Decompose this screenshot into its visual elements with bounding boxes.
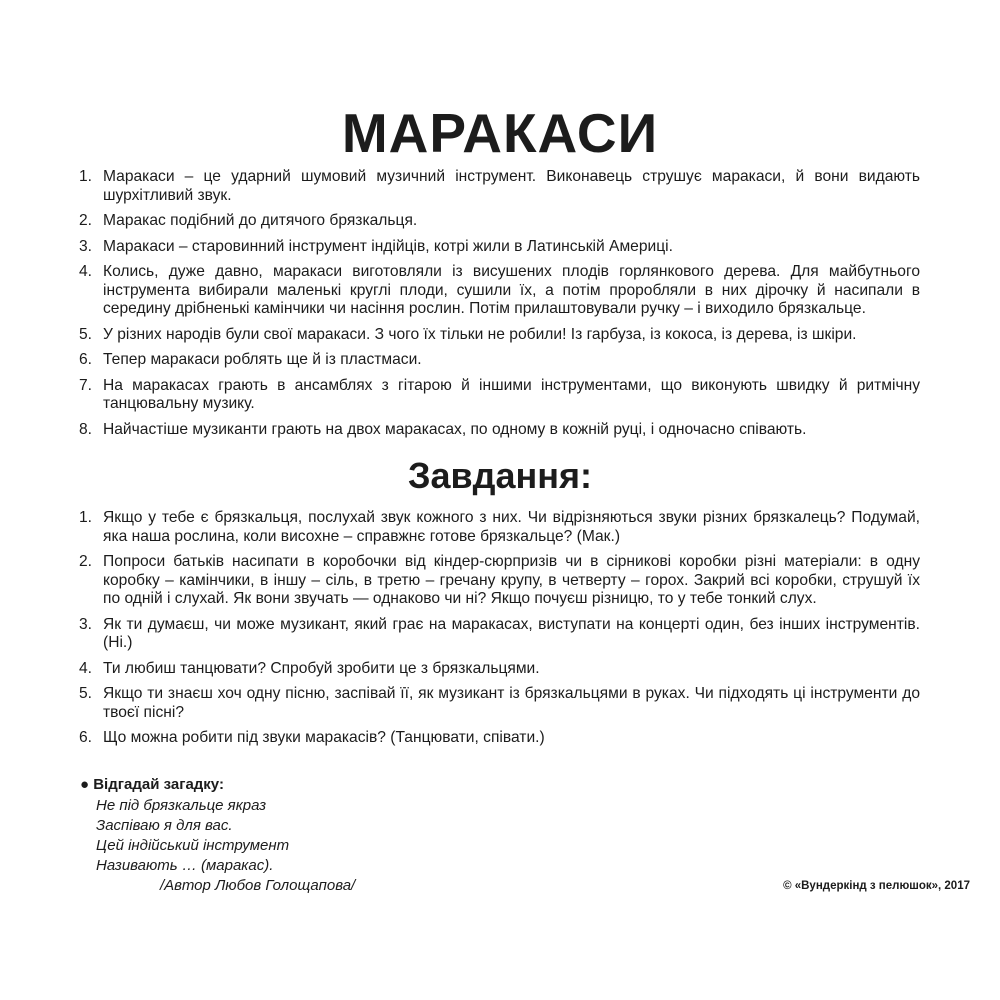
item-text: Маракаси – старовинний інструмент індійців, котрі жили в Латинській Америці. bbox=[103, 237, 673, 255]
item-text: У різних народів були свої маракаси. З чого їх тільки не робили! Із гарбуза, із кокоса, із дерева, із шкіри. bbox=[103, 325, 857, 343]
list-item bbox=[75, 377, 920, 414]
page-title: МАРАКАСИ bbox=[341, 102, 659, 164]
item-text: На маракасах грають в ансамблях з гітарою й іншими інструментами, що виконують швидку й ритмічну танцювальну музику. bbox=[103, 376, 920, 412]
list-item bbox=[75, 263, 920, 319]
item-text: Що можна робити під звуки маракасів? (Танцювати, співати.) bbox=[103, 729, 545, 746]
item-text: Попроси батьків насипати в коробочки від кіндер-сюрпризів чи в сірникові коробки різні матеріали: в одну коробку – камінчики, в іншу – сіль, в третю – гречану крупу, в четверту – горох. Закрий всі коробки, струшуй їх по одній і слухай. Як вони звучать — однаково чи ні? Якщо почуєш різницю, то у тебе тонкий слух. bbox=[103, 553, 920, 607]
item-number: 6. bbox=[79, 351, 93, 368]
item-number: 3. bbox=[79, 615, 93, 633]
riddle-heading: ● Відгадай загадку: bbox=[80, 776, 224, 793]
item-text: Якщо у тебе є брязкальця, послухай звук кожного з них. Чи відрізняються звуки різних брязкалець? Подумай, яка наша рослина, коли висохне – справжнє готове брязкальце? (Мак.) bbox=[103, 509, 920, 545]
item-number: 7. bbox=[79, 376, 93, 394]
item-number: 2. bbox=[79, 553, 93, 570]
item-number: 8. bbox=[79, 420, 93, 438]
list-item bbox=[75, 509, 920, 546]
item-number: 4. bbox=[79, 263, 93, 280]
item-number: 3. bbox=[79, 237, 93, 255]
item-text: Тепер маракаси роблять ще й із пластмаси. bbox=[103, 351, 422, 368]
facts-list bbox=[75, 168, 920, 446]
tasks-title: Завдання: bbox=[407, 455, 593, 496]
item-number: 5. bbox=[79, 685, 93, 702]
riddle-line: Називають … (маракас). bbox=[96, 857, 274, 874]
list-item bbox=[75, 660, 920, 679]
riddle-line: Цей індійський інструмент bbox=[96, 837, 290, 854]
item-text: Маракаси – це ударний шумовий музичний інструмент. Виконавець струшує маракаси, й вони видають шурхітливий звук. bbox=[103, 168, 920, 204]
list-item bbox=[75, 616, 920, 653]
item-number: 2. bbox=[79, 212, 93, 229]
item-text: Маракас подібний до дитячого брязкальця. bbox=[103, 212, 418, 229]
riddle-author: /Автор Любов Голощапова/ bbox=[160, 877, 356, 894]
riddle-block bbox=[80, 775, 355, 896]
list-item bbox=[75, 238, 920, 257]
list-item bbox=[75, 421, 920, 440]
item-number: 4. bbox=[79, 659, 93, 677]
item-text: Ти любиш танцювати? Спробуй зробити це з брязкальцями. bbox=[103, 659, 540, 677]
list-item bbox=[75, 729, 920, 748]
item-text: Якщо ти знаєш хоч одну пісню, заспівай її, як музикант із брязкальцями в руках. Чи підходять ці інструменти до твоєї пісні? bbox=[103, 685, 920, 721]
item-text: Найчастіше музиканти грають на двох маракасах, по одному в кожній руці, і одночасно співають. bbox=[103, 420, 807, 438]
list-item bbox=[75, 685, 920, 722]
list-item bbox=[75, 168, 920, 205]
list-item bbox=[75, 351, 920, 370]
tasks-list bbox=[75, 509, 920, 755]
item-text: Як ти думаєш, чи може музикант, який грає на маракасах, виступати на концерті один, без інших інструментів. (Ні.) bbox=[103, 615, 920, 651]
copyright-notice: © «Вундеркінд з пелюшок», 2017 bbox=[783, 880, 970, 892]
list-item bbox=[75, 212, 920, 231]
item-text: Колись, дуже давно, маракаси виготовляли із висушених плодів горлянкового дерева. Для майбутнього інструмента вибирали маленькі круглі плоди, сушили їх, а потім проробляли в них дірочку й насипали в середину дрібненькі камінчики чи насіння рослин. Потім прилаштовували ручку – і виходило брязкальце. bbox=[103, 263, 920, 317]
item-number: 6. bbox=[79, 729, 93, 746]
item-number: 1. bbox=[79, 168, 93, 185]
riddle-line: Заспіваю я для вас. bbox=[96, 817, 233, 834]
list-item bbox=[75, 553, 920, 609]
list-item bbox=[75, 326, 920, 345]
riddle-line: Не під брязкальце якраз bbox=[96, 797, 267, 814]
item-number: 5. bbox=[79, 325, 93, 343]
item-number: 1. bbox=[79, 509, 93, 526]
